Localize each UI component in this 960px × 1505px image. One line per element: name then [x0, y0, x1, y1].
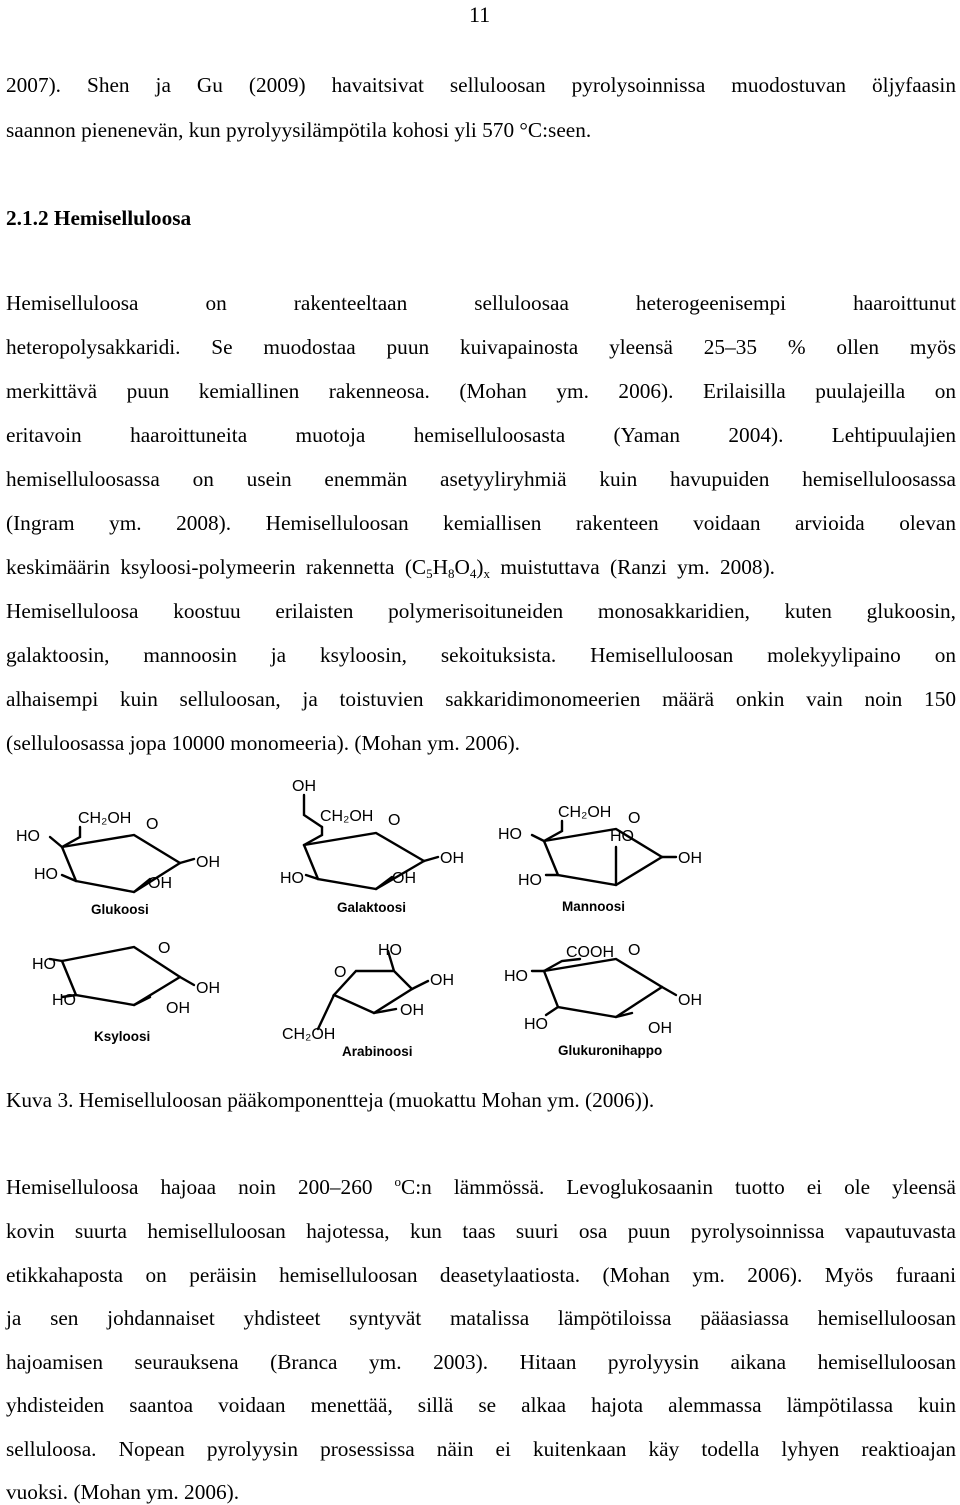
- paragraph-line: (Ingram ym. 2008). Hemiselluloosan kemiallisen rakenteen voidaan arvioida olevan: [6, 511, 956, 535]
- molecule-label: OH: [400, 1002, 424, 1019]
- molecule-label: O: [146, 816, 159, 833]
- molecule-label: O: [628, 810, 641, 827]
- page-number: 11: [469, 2, 491, 27]
- molecule-label: OH: [196, 980, 220, 997]
- intro-line: saannon pienenevän, kun pyrolyysilämpötila kohosi yli 570 °C:seen.: [6, 118, 592, 142]
- molecule-label: CH₂OH: [558, 804, 612, 821]
- molecule-label: HO: [518, 872, 542, 889]
- molecule-label: O: [388, 812, 401, 829]
- molecule-mannoosi: [498, 804, 702, 914]
- molecule-glukuronihappo: [504, 942, 702, 1058]
- molecule-name: Galaktoosi: [337, 900, 407, 915]
- molecule-label: OH: [392, 870, 416, 887]
- paragraph-line: heteropolysakkaridi. Se muodostaa puun kuivapainosta yleensä 25‒35 % ollen myös: [6, 335, 956, 359]
- molecule-label: HO: [498, 826, 522, 843]
- paragraph-line: vuoksi. (Mohan ym. 2006).: [6, 1480, 240, 1504]
- monosaccharide-figure: [0, 775, 960, 1075]
- molecule-label: HO: [378, 942, 402, 959]
- molecule-galaktoosi: [280, 778, 464, 915]
- molecule-label: HO: [610, 828, 634, 845]
- molecule-label: O: [334, 964, 347, 981]
- paragraph-line: (selluloosassa jopa 10000 monomeeria). (Mohan ym. 2006).: [6, 731, 520, 755]
- molecule-label: HO: [32, 956, 56, 973]
- formula-line: keskimäärin ksyloosi-polymeerin rakennetta $(C_5H_8O_4)_x$ muistuttava (Ranzi ym. 2008).: [6, 555, 775, 581]
- paragraph-line: yhdisteiden saantoa voidaan menettää, sillä se alkaa hajota alemmassa lämpötilassa kuin: [6, 1393, 956, 1417]
- molecule-name: Glukuronihappo: [558, 1043, 663, 1058]
- molecule-label: COOH: [566, 944, 614, 961]
- molecule-name: Mannoosi: [562, 899, 625, 914]
- paragraph-line: Hemiselluloosa hajoaa noin 200‒260 $^o$C:n lämmössä. Levoglukosaanin tuotto ei ole yleensä: [6, 1174, 957, 1199]
- molecule-name: Ksyloosi: [94, 1029, 151, 1044]
- molecule-label: OH: [678, 850, 702, 867]
- molecule-label: OH: [292, 778, 316, 795]
- paragraph-line: etikkahaposta on peräisin hemiselluloosan deasetylaatiosta. (Mohan ym. 2006). Myös furaani: [6, 1263, 956, 1287]
- molecule-glukoosi: [16, 810, 220, 917]
- section-heading: 2.1.2 Hemiselluloosa: [6, 206, 192, 230]
- molecule-label: CH₂OH: [282, 1026, 336, 1043]
- molecule-label: HO: [504, 968, 528, 985]
- molecule-label: O: [628, 942, 641, 959]
- paragraph-line: selluloosa. Nopean pyrolyysin prosessissa näin ei kuitenkaan käy todella lyhyen reaktioajan: [6, 1437, 956, 1461]
- paragraph-line: hemiselluloosassa on usein enemmän asetyyliryhmiä kuin havupuiden hemiselluloosassa: [6, 467, 956, 491]
- molecule-label: OH: [166, 1000, 190, 1017]
- molecule-label: OH: [648, 1020, 672, 1037]
- molecule-label: OH: [148, 875, 172, 892]
- molecule-label: O: [158, 940, 171, 957]
- paragraph-line: Hemiselluloosa koostuu erilaisten polymerisoituneiden monosakkaridien, kuten glukoosin,: [6, 599, 956, 623]
- paragraph-line: eritavoin haaroittuneita muotoja hemiselluloosasta (Yaman 2004). Lehtipuulajien: [6, 423, 956, 447]
- molecule-name: Glukoosi: [91, 902, 149, 917]
- paragraph-line: alhaisempi kuin selluloosan, ja toistuvien sakkaridimonomeerien määrä onkin vain noin 150: [6, 687, 956, 711]
- paragraph-line: hajoamisen seurauksena (Branca ym. 2003). Hitaan pyrolyysin aikana hemiselluloosan: [6, 1350, 956, 1374]
- molecule-label: HO: [280, 870, 304, 887]
- molecule-name: Arabinoosi: [342, 1044, 413, 1059]
- paragraph-line: galaktoosin, mannoosin ja ksyloosin, sekoituksista. Hemiselluloosan molekyylipaino on: [6, 643, 956, 667]
- molecule-label: HO: [34, 866, 58, 883]
- paragraph-line: merkittävä puun kemiallinen rakenneosa. (Mohan ym. 2006). Erilaisilla puulajeilla on: [6, 379, 956, 403]
- molecule-ksyloosi: [32, 940, 220, 1044]
- molecule-label: OH: [196, 854, 220, 871]
- figure-caption: Kuva 3. Hemiselluloosan pääkomponentteja (muokattu Mohan ym. (2006)).: [6, 1088, 655, 1112]
- molecule-label: OH: [430, 972, 454, 989]
- molecule-label: HO: [52, 992, 76, 1009]
- molecule-arabinoosi: [282, 942, 454, 1059]
- paragraph-line: Hemiselluloosa on rakenteeltaan selluloosaa heterogeenisempi haaroittunut: [6, 291, 956, 315]
- intro-line: 2007). Shen ja Gu (2009) havaitsivat selluloosan pyrolysoinnissa muodostuvan öljyfaasin: [6, 73, 956, 97]
- molecule-label: OH: [440, 850, 464, 867]
- molecule-label: CH₂OH: [320, 808, 374, 825]
- molecule-label: HO: [524, 1016, 548, 1033]
- molecule-label: OH: [678, 992, 702, 1009]
- paragraph-line: ja sen johdannaiset yhdisteet syntyvät matalissa lämpötiloissa pääasiassa hemiselluloosan: [6, 1306, 956, 1330]
- paragraph-line: kovin suurta hemiselluloosan hajotessa, kun taas suuri osa puun pyrolysoinnissa vapautuvasta: [6, 1219, 956, 1243]
- molecule-label: CH₂OH: [78, 810, 132, 827]
- molecule-label: HO: [16, 828, 40, 845]
